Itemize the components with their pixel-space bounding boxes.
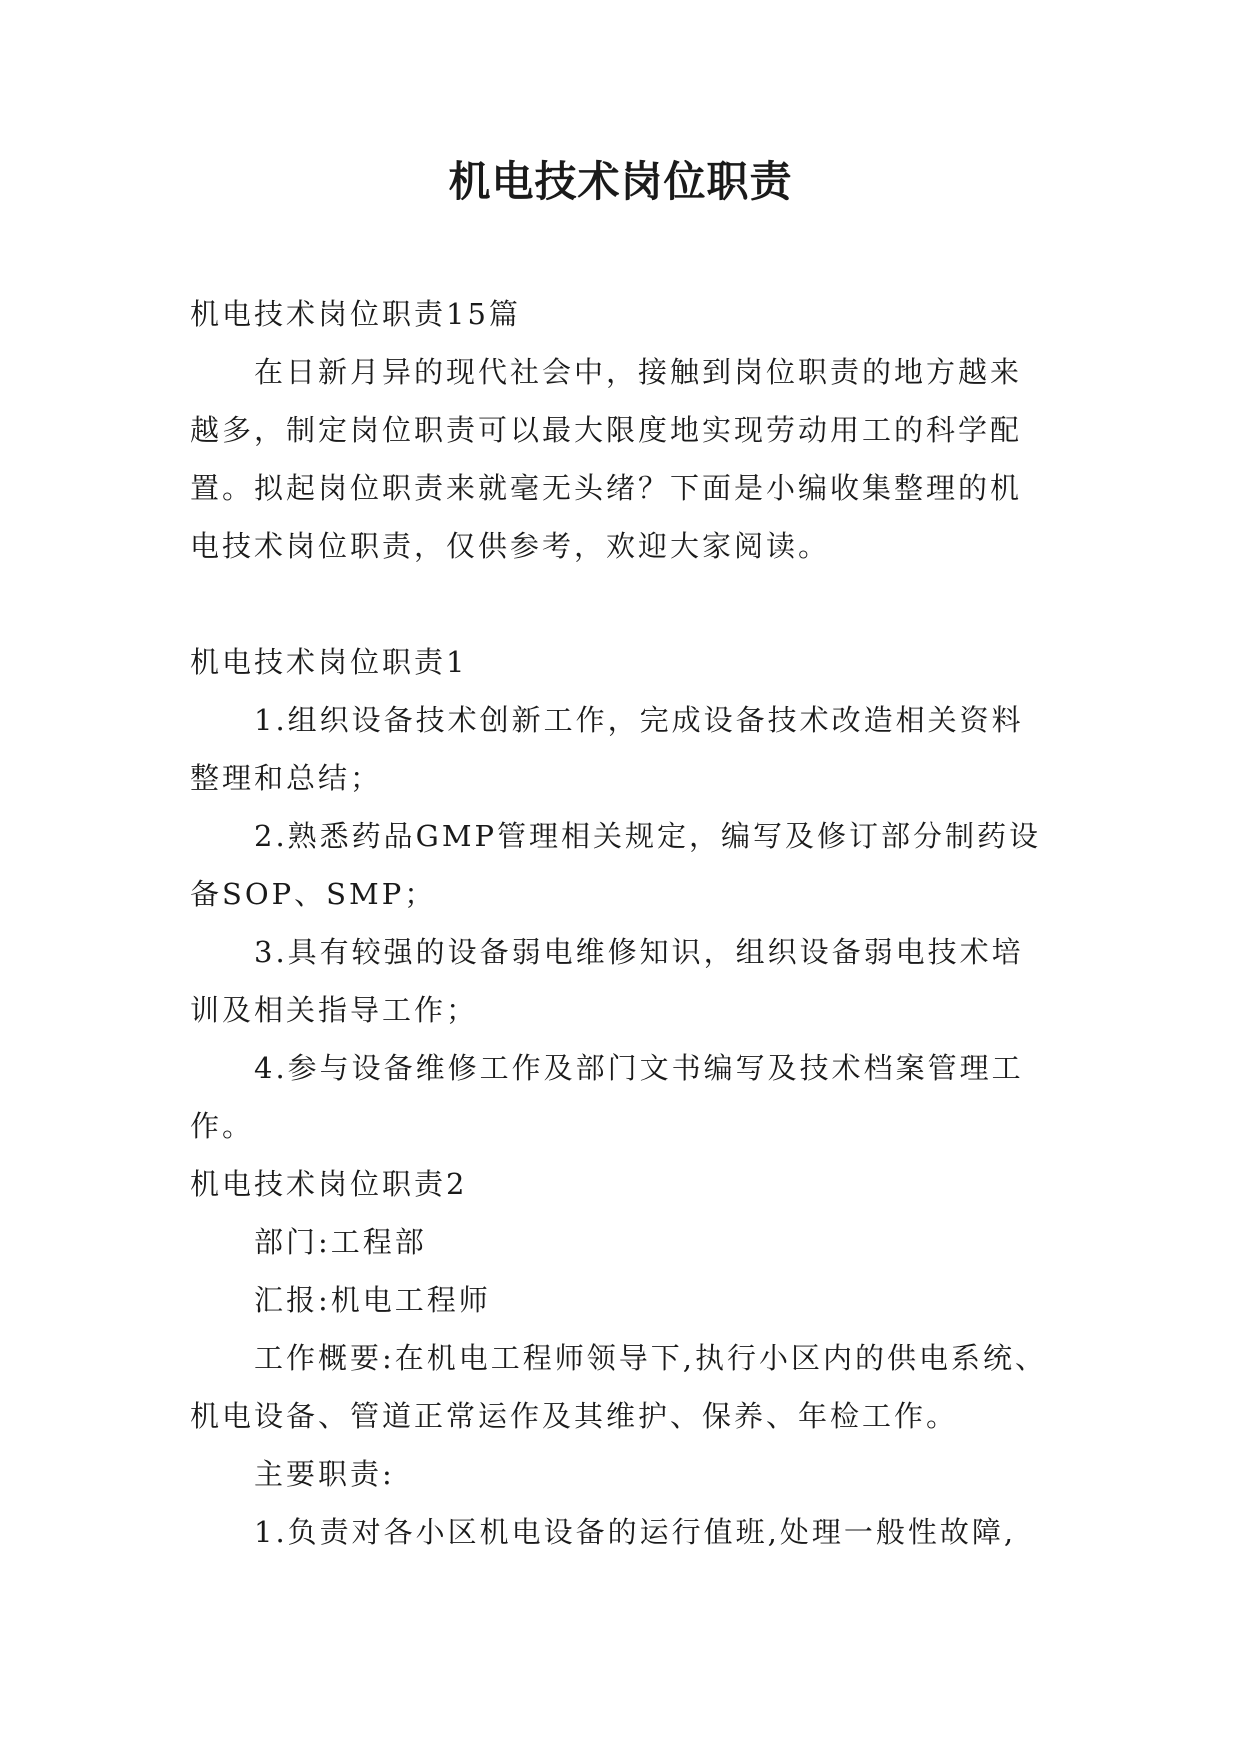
duties-label: 主要职责: — [254, 1457, 395, 1491]
report-line: 汇报:机电工程师 — [254, 1283, 491, 1317]
section-heading: 机电技术岗位职责2 — [190, 1167, 468, 1201]
intro-paragraph: 在日新月异的现代社会中，接触到岗位职责的地方越来越多，制定岗位职责可以最大限度地实现劳动用工的科学配置。拟起岗位职责来就毫无头绪？下面是小编收集整理的机电技术岗位职责，仅供参考，欢迎大家阅读。 — [190, 355, 1023, 563]
overview-paragraph: 工作概要:在机电工程师领导下,执行小区内的供电系统、机电设备、管道正常运作及其维护、保养、年检工作。 — [190, 1341, 1047, 1433]
duty-item: 3.具有较强的设备弱电维修知识，组织设备弱电技术培训及相关指导工作； — [190, 935, 1024, 1027]
section-heading: 机电技术岗位职责1 — [190, 645, 468, 679]
duty-item: 2.熟悉药品GMP管理相关规定，编写及修订部分制药设备SOP、SMP； — [190, 819, 1042, 911]
document-title: 机电技术岗位职责 — [448, 157, 793, 206]
department-line: 部门:工程部 — [254, 1225, 427, 1259]
document-subtitle: 机电技术岗位职责15篇 — [190, 297, 521, 331]
paragraph-spacer — [190, 575, 1050, 633]
duty-item: 1.负责对各小区机电设备的运行值班,处理一般性故障, — [254, 1515, 1017, 1549]
document-body — [190, 285, 1050, 1561]
duty-item: 4.参与设备维修工作及部门文书编写及技术档案管理工作。 — [190, 1051, 1024, 1143]
duty-item: 1.组织设备技术创新工作，完成设备技术改造相关资料整理和总结； — [190, 703, 1024, 795]
